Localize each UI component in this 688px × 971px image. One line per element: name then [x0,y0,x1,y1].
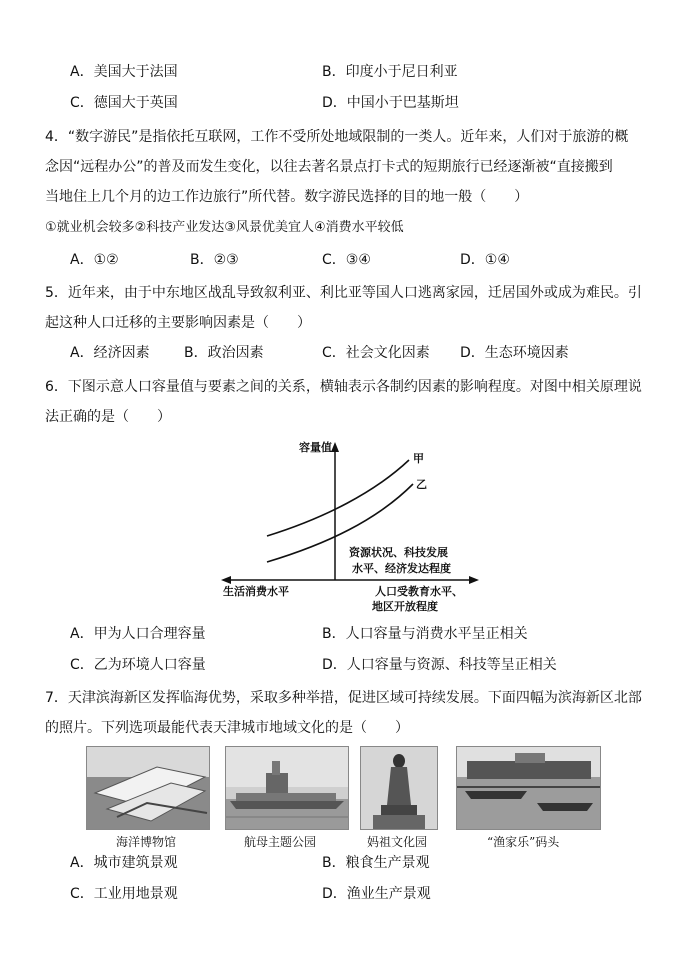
right-axis-label-line2: 水平、经济发达程度 [352,562,451,575]
right-axis-label-line1: 资源状况、科技发展 [349,546,448,559]
left-axis-label: 生活消费水平 [223,585,289,598]
q6-stem-line1: 6．下图示意人口容量值与要素之间的关系，横轴表示各制约因素的影响程度。对图中相关原理说 [45,379,642,395]
q5-option-c: C．社会文化因素 [322,345,430,361]
q4-option-d: D．①④ [460,252,510,268]
population-capacity-chart [215,432,485,617]
q7-option-d: D．渔业生产景观 [322,886,431,902]
q4-choices: ①就业机会较多②科技产业发达③风景优美宜人④消费水平较低 [45,220,404,235]
q5-option-a: A．经济因素 [70,345,150,361]
q3-option-d: D．中国小于巴基斯坦 [322,95,459,111]
q6-option-b: B．人口容量与消费水平呈正相关 [322,626,528,642]
q4-stem-line3: 当地住上几个月的边工作边旅行”所代替。数字游民选择的目的地一般（ ） [45,189,529,205]
q5-option-b: B．政治因素 [184,345,264,361]
series-jia-label: 甲 [413,452,424,465]
right-axis-lower-label-line2: 地区开放程度 [372,600,438,613]
caption-carrier-park: 航母主题公园 [244,835,317,849]
right-axis-lower-label-line1: 人口受教育水平、 [375,585,463,598]
q5-option-d: D．生态环境因素 [460,345,569,361]
series-jia-line [267,460,409,536]
q5-stem-line1: 5．近年来，由于中东地区战乱导致叙利亚、利比亚等国人口逃离家园，迁居国外或成为难民。引 [45,285,642,301]
x-axis-left-arrow [221,576,231,584]
q5-stem-line2: 起这种人口迁移的主要影响因素是（ ） [45,315,311,331]
photo-mazu-park [360,746,438,830]
q6-option-a: A．甲为人口合理容量 [70,626,206,642]
q6-stem-line2: 法正确的是（ ） [45,409,171,425]
y-axis-arrow [331,442,339,452]
q4-stem-line1: 4．“数字游民”是指依托互联网，工作不受所处地域限制的一类人。近年来，人们对于旅游的概 [45,129,629,145]
caption-mazu-park: 妈祖文化园 [367,835,428,849]
caption-fishing-pier: “渔家乐”码头 [487,835,560,849]
x-axis-right-arrow [469,576,479,584]
photo-ocean-museum [86,746,210,830]
q6-option-c: C．乙为环境人口容量 [70,657,206,673]
q7-option-a: A．城市建筑景观 [70,855,178,871]
q4-option-b: B．②③ [190,252,239,268]
q6-option-d: D．人口容量与资源、科技等呈正相关 [322,657,557,673]
photo-fishing-pier [456,746,601,830]
photo-carrier-park [225,746,349,830]
q3-option-c: C．德国大于英国 [70,95,178,111]
q7-stem-line2: 的照片。下列选项最能代表天津城市地域文化的是（ ） [45,720,409,736]
q3-option-b: B．印度小于尼日利亚 [322,64,458,80]
q3-option-a: A．美国大于法国 [70,64,178,80]
caption-ocean-museum: 海洋博物馆 [116,835,177,849]
q4-option-c: C．③④ [322,252,371,268]
series-yi-label: 乙 [416,478,427,491]
q7-option-c: C．工业用地景观 [70,886,178,902]
q4-stem-line2: 念因“远程办公”的普及而发生变化，以往去著名景点打卡式的短期旅行已经逐渐被“直接搬到 [45,159,613,175]
q4-option-a: A．①② [70,252,119,268]
q7-stem-line1: 7．天津滨海新区发挥临海优势，采取多种举措，促进区域可持续发展。下面四幅为滨海新区北部 [45,690,642,706]
y-axis-label: 容量值 [299,441,332,454]
q7-option-b: B．粮食生产景观 [322,855,430,871]
